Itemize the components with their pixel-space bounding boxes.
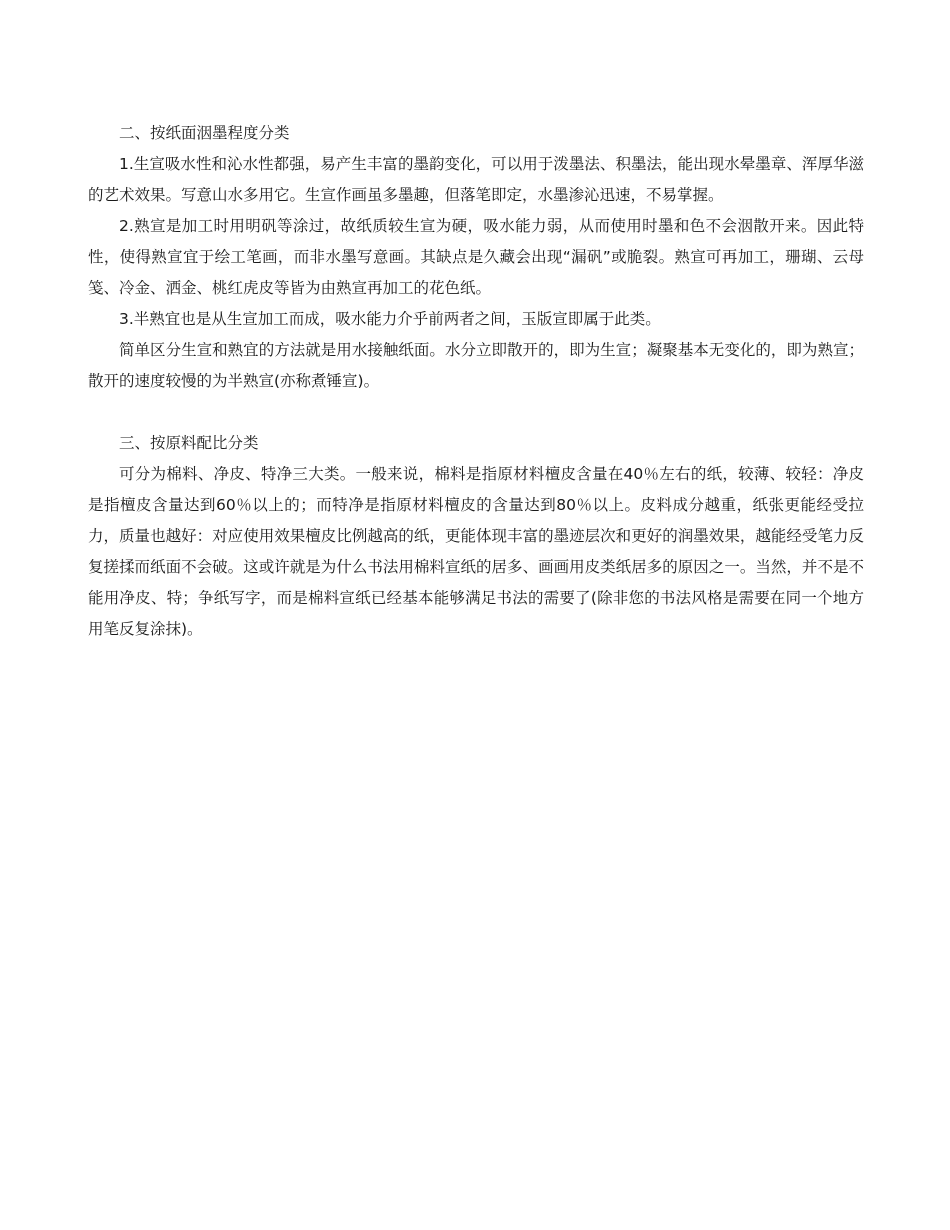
section-2-paragraph-1: 1.生宣吸水性和沁水性都强，易产生丰富的墨韵变化，可以用于泼墨法、积墨法，能出现水晕墨章、浑厚华滋的艺术效果。写意山水多用它。生宣作画虽多墨趣，但落笔即定，水墨渗沁迅速，不易掌握。 [88, 155, 864, 204]
section-3-paragraph-1: 可分为棉料、净皮、特净三大类。一般来说，棉料是指原材料檀皮含量在40％左右的纸，较薄、较轻：净皮是指檀皮含量达到60％以上的；而特净是指原材料檀皮的含量达到80％以上。皮料成分越重，纸张更能经受拉力，质量也越好：对应使用效果檀皮比例越高的纸，更能体现丰富的墨迹层次和更好的润墨效果，越能经受笔力反复搓揉而纸面不会破。这或许就是为什么书法用棉料宣纸的居多、画画用皮类纸居多的原因之一。当然，并不是不能用净皮、特；争纸写字，而是棉料宣纸已经基本能够满足书法的需要了(除非您的书法风格是需要在同一个地方用笔反复涂抹)。 [88, 465, 864, 638]
section-2-paragraph-4: 简单区分生宣和熟宜的方法就是用水接触纸面。水分立即散开的，即为生宣；凝聚基本无变化的，即为熟宣；散开的速度较慢的为半熟宣(亦称煮锤宣)。 [88, 341, 864, 390]
section-3-heading: 三、按原料配比分类 [119, 434, 259, 452]
section-2-paragraph-2: 2.熟宣是加工时用明矾等涂过，故纸质较生宣为硬，吸水能力弱，从而使用时墨和色不会洇散开来。因此特性，使得熟宣宜于绘工笔画，而非水墨写意画。其缺点是久藏会出现“漏矾”或脆裂。熟宣可再加工，珊瑚、云母笺、冷金、洒金、桃红虎皮等皆为由熟宣再加工的花色纸。 [88, 217, 864, 297]
section-spacer [88, 397, 864, 428]
section-2-paragraph-3: 3.半熟宜也是从生宣加工而成，吸水能力介乎前两者之间，玉版宣即属于此类。 [119, 310, 661, 328]
section-2-heading: 二、按纸面洇墨程度分类 [119, 124, 290, 142]
document-page [88, 118, 864, 645]
